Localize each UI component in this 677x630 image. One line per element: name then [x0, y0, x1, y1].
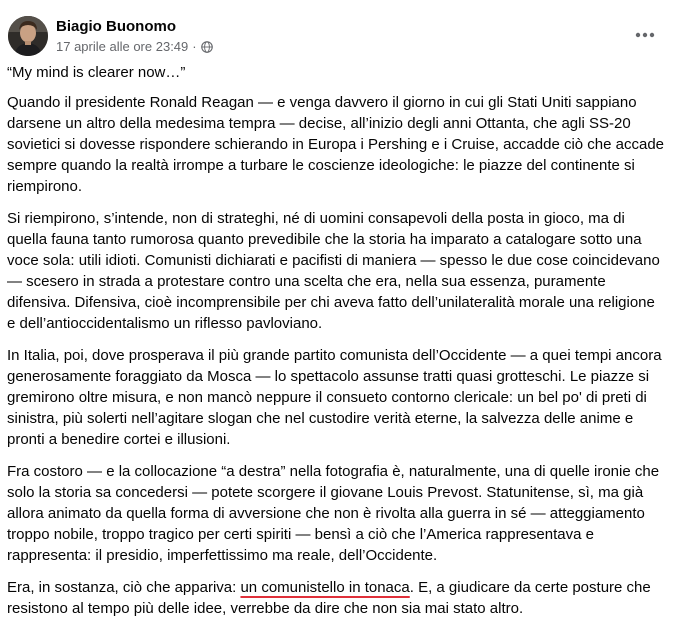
underlined-phrase: un comunistello in tonaca — [240, 579, 410, 596]
post-paragraph-3: In Italia, poi, dove prosperava il più grande partito comunista dell’Occidente — a quei tempi ancora generosamente foraggiato da Mosca — lo spettacolo assunse tratti quasi grotteschi. Le piazze si gremirono oltre misura, e non mancò neppure il consueto contorno clericale: un bel po' di preti di sinistra, più solerti nell’agitare slogan che nel custodire verità eterne, la salvezza delle anime e pronti a benedire cortei e illusioni. — [7, 347, 662, 448]
post-subline — [56, 38, 213, 56]
post-body — [7, 62, 665, 630]
post-paragraph-1: Quando il presidente Ronald Reagan — e venga davvero il giorno in cui gli Stati Uniti sappiano darsene un altro della medesima tempra — decise, all’inizio degli anni Ottanta, che agli SS-20 sovietici si dovesse rispondere schierando in Europa i Pershing e i Cruise, accadde ciò che accade sempre quando la realtà irrompe a turbare le coscienze ideologiche: le piazze del continente si riempirono. — [7, 94, 665, 195]
author-name[interactable]: Biagio Buonomo — [56, 17, 176, 35]
globe-icon[interactable] — [201, 41, 213, 53]
post-meta — [56, 17, 213, 56]
avatar-photo-icon — [8, 16, 48, 56]
more-options-button[interactable] — [627, 20, 663, 50]
post-paragraph-5 — [7, 577, 665, 619]
more-options-icon — [635, 32, 655, 38]
post-paragraph-2: Si riempirono, s’intende, non di strateghi, né di uomini consapevoli della posta in gioco, ma di quella fauna tanto rumorosa quanto prevedibile che la storia ha imparato a catalogare sotto una voce sola: utili idioti. Comunisti dichiarati e pacifisti di maniera — spesso le due cose coincidevano — scesero in strada a protestare contro una scelta che era, nella sua essenza, puramente difensiva. Difensiva, cioè incomprensibile per chi aveva fatto dell’unilateralità morale una religione e dell’antioccidentalismo un riflesso pavloviano. — [7, 210, 660, 332]
paragraph-5-end: . E, a giudicare da certe posture che resistono al tempo più delle idee, verrebbe da dire che non sia mai stato altro. — [7, 579, 651, 617]
paragraph-5-start: Era, in sostanza, ciò che appariva: — [7, 579, 241, 596]
post-timestamp[interactable]: 17 aprile alle ore 23:49 — [56, 38, 189, 54]
post-header — [8, 14, 213, 58]
post-quote: “My mind is clearer now…” — [7, 64, 186, 81]
post-paragraph-4: Fra costoro — e la collocazione “a destra” nella fotografia è, naturalmente, una di quelle ironie che solo la storia sa concedersi — potete scorgere il giovane Louis Prevost. Statunitense, sì, ma già allora animato da quella forma di avversione che non è rivolta alla guerra in sé — atteggiamento troppo nobile, troppo tragico per certi spiriti — bensì a ciò che l’America rappresentava e rappresenta: il presidio, imperfettissimo ma reale, dell’Occidente. — [7, 463, 660, 564]
author-avatar[interactable] — [8, 16, 48, 56]
separator-dot: · — [192, 38, 197, 54]
